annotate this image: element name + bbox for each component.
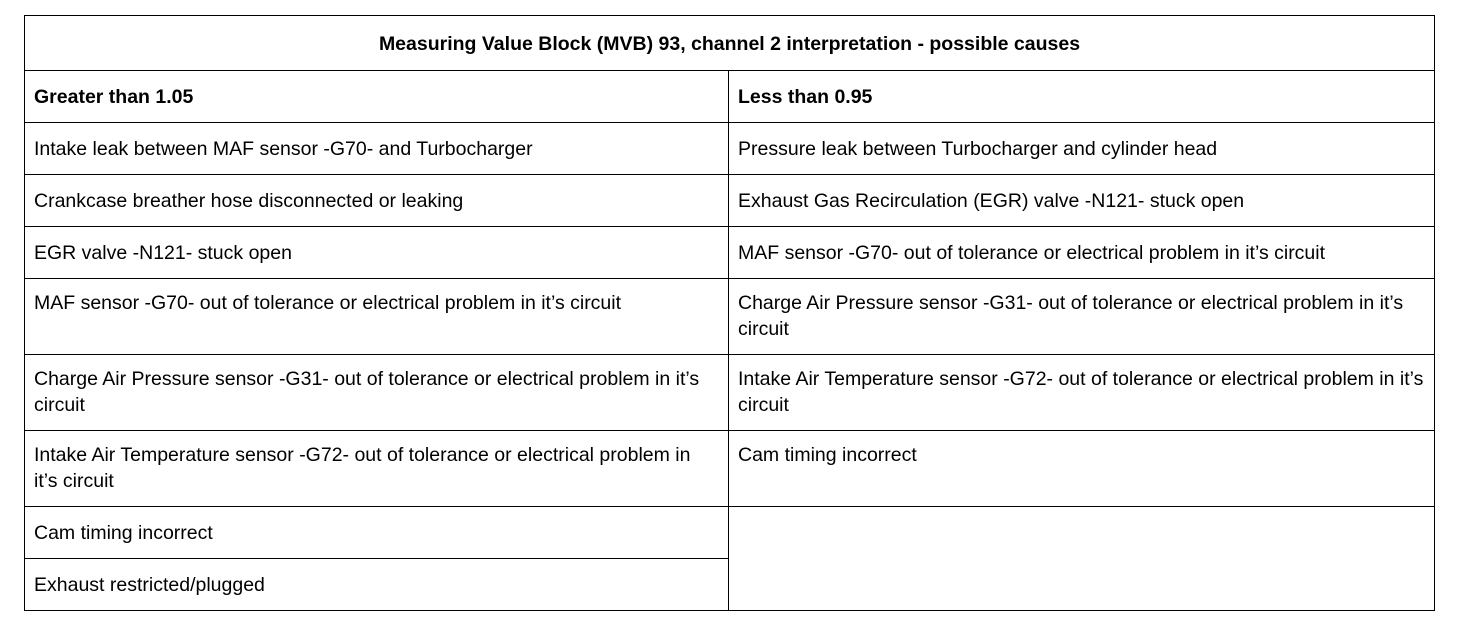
less-than-cause: Charge Air Pressure sensor -G31- out of tolerance or electrical problem in it’s circuit xyxy=(729,279,1435,355)
mvb-causes-table xyxy=(24,15,1435,611)
less-than-cause: Cam timing incorrect xyxy=(729,431,1435,507)
greater-than-cause: Charge Air Pressure sensor -G31- out of tolerance or electrical problem in it’s circuit xyxy=(25,355,729,431)
greater-than-cause: EGR valve -N121- stuck open xyxy=(25,227,729,279)
table-title: Measuring Value Block (MVB) 93, channel 2 interpretation - possible causes xyxy=(25,16,1435,71)
less-than-cause: MAF sensor -G70- out of tolerance or electrical problem in it’s circuit xyxy=(729,227,1435,279)
table-row xyxy=(25,431,1435,507)
greater-than-cause: Cam timing incorrect xyxy=(25,507,729,559)
greater-than-cause: Intake leak between MAF sensor -G70- and Turbocharger xyxy=(25,123,729,175)
less-than-cause: Exhaust Gas Recirculation (EGR) valve -N121- stuck open xyxy=(729,175,1435,227)
table-row xyxy=(25,279,1435,355)
table-row xyxy=(25,507,1435,559)
empty-cell xyxy=(729,507,1435,611)
table-row xyxy=(25,355,1435,431)
less-than-cause: Intake Air Temperature sensor -G72- out of tolerance or electrical problem in it’s circuit xyxy=(729,355,1435,431)
greater-than-cause: MAF sensor -G70- out of tolerance or electrical problem in it’s circuit xyxy=(25,279,729,355)
greater-than-cause: Crankcase breather hose disconnected or leaking xyxy=(25,175,729,227)
table-header-row xyxy=(25,71,1435,123)
table-row xyxy=(25,227,1435,279)
header-greater-than: Greater than 1.05 xyxy=(25,71,729,123)
header-less-than: Less than 0.95 xyxy=(729,71,1435,123)
table-title-row xyxy=(25,16,1435,71)
table-row xyxy=(25,123,1435,175)
greater-than-cause: Exhaust restricted/plugged xyxy=(25,559,729,611)
table-row xyxy=(25,175,1435,227)
less-than-cause: Pressure leak between Turbocharger and cylinder head xyxy=(729,123,1435,175)
greater-than-cause: Intake Air Temperature sensor -G72- out of tolerance or electrical problem in it’s circuit xyxy=(25,431,729,507)
